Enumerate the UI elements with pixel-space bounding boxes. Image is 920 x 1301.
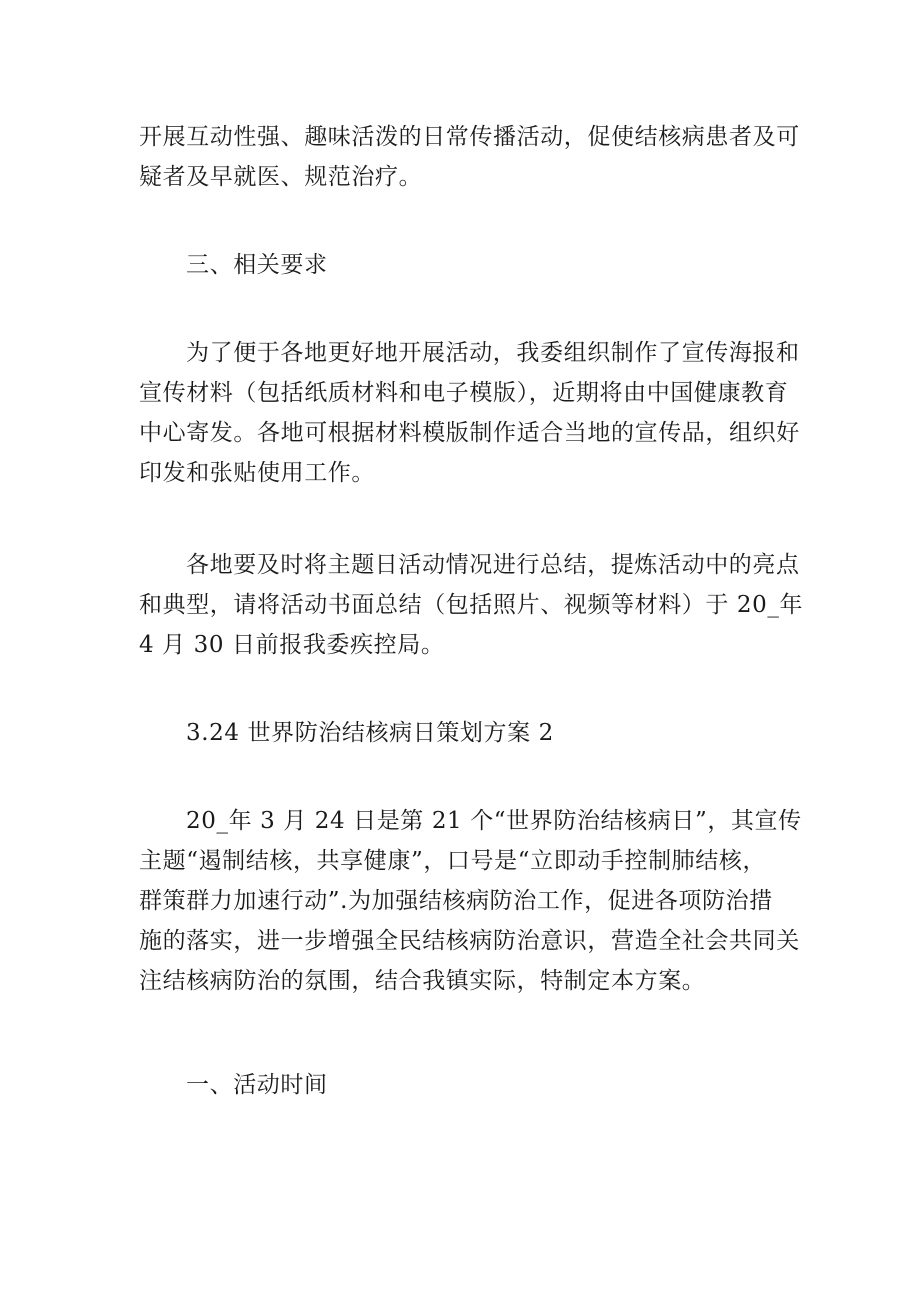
paragraph-line: 各地要及时将主题日活动情况进行总结，提炼活动中的亮点 xyxy=(186,552,800,578)
heading-text: 3.24 世界防治结核病日策划方案 2 xyxy=(186,720,554,746)
paragraph-line: 群策群力加速行动”.为加强结核病防治工作，促进各项防治措 xyxy=(139,888,773,914)
paragraph-line: 中心寄发。各地可根据材料模版制作适合当地的宣传品，组织好 xyxy=(139,420,800,446)
paragraph-line: 为了便于各地更好地开展活动，我委组织制作了宣传海报和 xyxy=(186,340,800,366)
paragraph-line: 开展互动性强、趣味活泼的日常传播活动，促使结核病患者及可 xyxy=(139,124,800,150)
heading-text: 三、相关要求 xyxy=(186,252,328,278)
paragraph-materials xyxy=(139,333,800,493)
paragraph-line: 注结核病防治的氛围，结合我镇实际，特制定本方案。 xyxy=(139,968,706,994)
paragraph-line: 印发和张贴使用工作。 xyxy=(139,460,375,486)
paragraph-summary xyxy=(139,545,804,665)
section-heading-activity-time xyxy=(139,1065,789,1105)
paragraph-line: 施的落实，进一步增强全民结核病防治意识，营造全社会共同关 xyxy=(139,928,800,954)
paragraph-plan-intro xyxy=(139,801,802,1001)
paragraph-line: 和典型，请将活动书面总结（包括照片、视频等材料）于 20_年 xyxy=(139,592,804,618)
paragraph-line: 宣传材料（包括纸质材料和电子模版），近期将由中国健康教育 xyxy=(139,380,789,406)
paragraph-line: 20_年 3 月 24 日是第 21 个“世界防治结核病日”，其宣传 xyxy=(186,808,802,834)
section-heading-plan-2 xyxy=(139,713,789,753)
section-heading-requirements xyxy=(139,245,789,285)
paragraph-line: 4 月 30 日前报我委疾控局。 xyxy=(139,632,445,658)
heading-text: 一、活动时间 xyxy=(186,1072,328,1098)
paragraph-continuation xyxy=(139,117,800,197)
paragraph-line: 主题“遏制结核，共享健康”，口号是“立即动手控制肺结核， xyxy=(139,848,767,874)
paragraph-line: 疑者及早就医、规范治疗。 xyxy=(139,164,423,190)
